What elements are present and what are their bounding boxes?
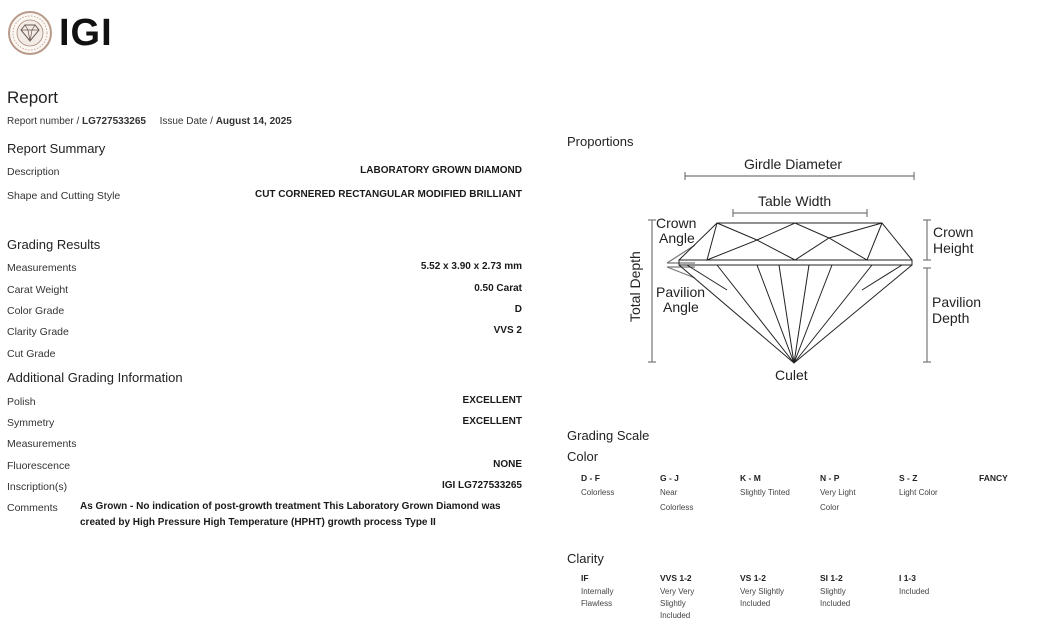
color-desc: Near [660, 488, 678, 497]
clarity-grade: SI 1-2 [820, 573, 843, 583]
label-crown-angle-2: Angle [659, 230, 695, 246]
row-label: Measurements [7, 438, 77, 450]
color-desc: Colorless [581, 488, 615, 497]
clarity-desc: Included [820, 599, 851, 608]
color-scale-item [660, 473, 693, 515]
clarity-grade: VS 1-2 [740, 573, 766, 583]
row-label: Inscription(s) [7, 481, 68, 493]
additional-info-heading: Additional Grading Information [7, 370, 183, 385]
label-crown-height-1: Crown [933, 224, 974, 240]
clarity-grade: I 1-3 [899, 573, 917, 583]
label-culet: Culet [775, 367, 808, 383]
clarity-scale-item [740, 573, 784, 610]
color-grade: K - M [740, 473, 761, 483]
report-summary-heading: Report Summary [7, 141, 106, 156]
clarity-grade: IF [581, 573, 589, 583]
color-scale-item [740, 473, 790, 500]
comments-line-1: As Grown - No indication of post-growth treatment This Laboratory Grown Diamond was [80, 501, 501, 512]
row-value: EXCELLENT [462, 395, 522, 406]
label-pavilion-angle-1: Pavilion [656, 284, 706, 300]
grading-results-heading: Grading Results [7, 237, 101, 252]
clarity-desc: Included [660, 611, 691, 620]
color-scale-item [581, 473, 614, 500]
color-desc: Very Light [820, 488, 856, 497]
row-value: 5.52 x 3.90 x 2.73 mm [420, 261, 522, 272]
color-desc: Light Color [899, 488, 938, 497]
clarity-scale-item [581, 573, 613, 610]
row-label: Polish [7, 396, 36, 408]
row-value: D [514, 304, 522, 315]
color-grade: D - F [581, 473, 600, 483]
clarity-scale-item [899, 573, 929, 598]
color-scale-item [979, 473, 1008, 483]
color-desc: Color [820, 503, 840, 512]
igi-logo [7, 10, 117, 56]
row-label: Measurements [7, 262, 77, 274]
clarity-grade: VVS 1-2 [660, 573, 692, 583]
clarity-desc: Included [740, 599, 771, 608]
clarity-desc: Slightly [660, 599, 686, 608]
clarity-scale-item [820, 573, 850, 610]
label-pavilion-depth-1: Pavilion [932, 294, 982, 310]
issue-date-label: Issue Date / [159, 116, 213, 127]
clarity-desc: Flawless [581, 599, 613, 608]
issue-date: August 14, 2025 [215, 116, 292, 127]
label-crown-angle-1: Crown [656, 215, 697, 231]
row-value: NONE [493, 459, 522, 470]
color-scale-heading: Color [567, 449, 599, 464]
comments-label: Comments [7, 502, 58, 514]
row-value: VVS 2 [493, 325, 522, 336]
row-label: Color Grade [7, 305, 65, 317]
report-meta [7, 116, 292, 127]
row-value: 0.50 Carat [474, 283, 522, 294]
color-grade: S - Z [899, 473, 918, 483]
row-label: Clarity Grade [7, 326, 69, 338]
clarity-desc: Very Very [660, 587, 695, 596]
row-label: Fluorescence [7, 460, 71, 472]
row-label: Symmetry [7, 417, 55, 429]
report-number: LG727533265 [82, 116, 146, 127]
label-pavilion-angle-2: Angle [663, 299, 699, 315]
label-crown-height-2: Height [933, 240, 974, 256]
diamond-outline [679, 223, 912, 363]
comments-line-2: created by High Pressure High Temperature (HPHT) growth process Type II [80, 517, 436, 528]
row-value: LABORATORY GROWN DIAMOND [360, 165, 522, 176]
color-grade: N - P [820, 473, 840, 483]
color-scale-item [820, 473, 856, 515]
label-pavilion-depth-2: Depth [932, 310, 970, 326]
color-grade: G - J [660, 473, 679, 483]
color-grade: FANCY [979, 473, 1008, 483]
igi-seal-icon [7, 10, 53, 56]
row-value: EXCELLENT [462, 416, 522, 427]
proportions-heading: Proportions [567, 134, 634, 149]
page-title: Report [7, 88, 59, 107]
row-label: Description [7, 166, 60, 178]
color-scale-item [899, 473, 938, 500]
clarity-desc: Included [899, 587, 930, 596]
report-number-label: Report number / [7, 116, 80, 127]
proportions-diagram [567, 150, 1007, 390]
clarity-scale-item [660, 573, 694, 622]
grading-scale-heading: Grading Scale [567, 428, 650, 443]
clarity-desc: Slightly [820, 587, 846, 596]
label-table-width: Table Width [758, 193, 832, 209]
label-total-depth: Total Depth [627, 251, 643, 322]
row-label: Cut Grade [7, 348, 56, 360]
row-label: Shape and Cutting Style [7, 190, 121, 202]
row-value: CUT CORNERED RECTANGULAR MODIFIED BRILLIANT [254, 189, 522, 200]
clarity-desc: Very Slightly [740, 587, 785, 596]
color-desc: Colorless [660, 503, 694, 512]
clarity-scale-heading: Clarity [567, 551, 604, 566]
brand-name: IGI [59, 12, 113, 54]
row-label: Carat Weight [7, 284, 69, 296]
label-girdle-diameter: Girdle Diameter [744, 156, 843, 172]
row-value: IGI LG727533265 [441, 480, 522, 491]
color-desc: Slightly Tinted [740, 488, 790, 497]
clarity-desc: Internally [581, 587, 614, 596]
